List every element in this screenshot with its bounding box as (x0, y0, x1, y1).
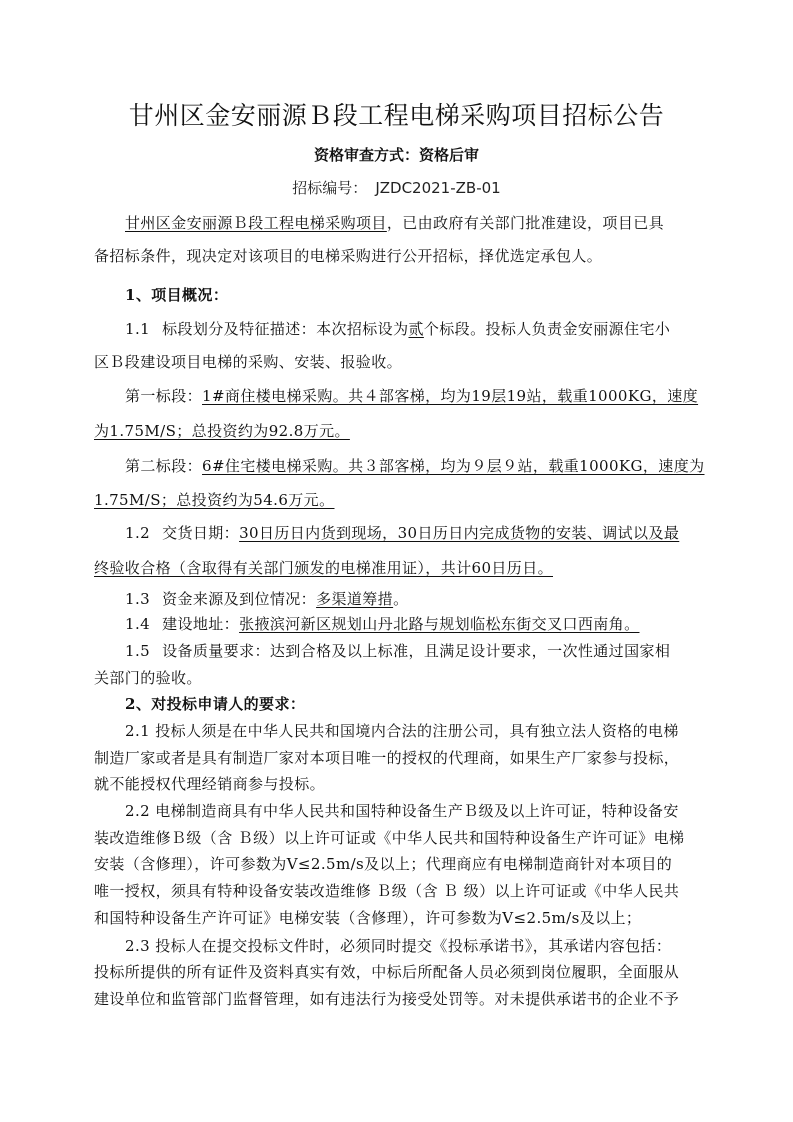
lot-description: 6#住宅楼电梯采购。共３部客梯，均为９层９站，载重1000KG，速度为 (202, 457, 705, 475)
item-1-1-line-2: 区Ｂ段建设项目电梯的采购、安装、报验收。 (94, 353, 403, 371)
intro-line-2: 备招标条件，现决定对该项目的电梯采购进行公开招标，择优选定承包人。 (94, 247, 603, 265)
item-text: 标段划分及特征描述：本次招标设为 (162, 320, 409, 338)
lot-description: 1.75M/S；总投资约为54.6万元。 (94, 491, 335, 509)
item-2-1-line: 制造厂家或者是具有制造厂家对本项目唯一的授权的代理商，如果生产厂家参与投标， (94, 749, 680, 767)
item-2-2-line: 和国特种设备生产许可证》电梯安装（含修理），许可参数为V≤2.5m/s及以上； (94, 909, 642, 927)
lot-description: 1#商住楼电梯采购。共４部客梯，均为19层19站，载重1000KG，速度 (202, 387, 699, 405)
bid-number: JZDC2021-ZB-01 (375, 179, 501, 197)
item-1-3 (125, 588, 714, 609)
lot-1-line-1 (125, 385, 714, 406)
project-name: 甘州区金安丽源Ｂ段工程电梯采购项目 (125, 214, 387, 232)
lot-label: 第二标段： (125, 457, 203, 475)
item-2-1-line: 2.1 投标人须是在中华人民共和国境内合法的注册公司，具有独立法人资格的电梯 (125, 722, 679, 740)
item-1-5-line-2: 关部门的验收。 (94, 669, 202, 687)
item-2-3-line: 投标所提供的所有证件及资料真实有效，中标后所配备人员必须到岗位履职，全面服从 (94, 963, 680, 981)
lot-label: 第一标段： (125, 387, 203, 405)
lot-2-line-1 (125, 455, 714, 476)
section-1-heading: 1、项目概况： (125, 286, 229, 304)
item-number: 1.1 (125, 320, 151, 338)
item-label: 资金来源及到位情况： (162, 590, 317, 608)
item-text: 个标段。投标人负责金安丽源住宅小 (423, 320, 671, 338)
item-number: 1.3 (125, 590, 151, 608)
item-1-5-line-1 (125, 640, 714, 661)
punctuation: 。 (393, 590, 409, 608)
review-method: 资格审查方式：资格后审 (313, 146, 479, 164)
item-2-2-line: 唯一授权，须具有特种设备安装改造维修 Ｂ级（含 Ｂ 级）以上许可证或《中华人民共 (94, 882, 680, 900)
bid-number-line (0, 177, 793, 198)
item-2-2-line: 装改造维修Ｂ级（含 Ｂ级）以上许可证或《中华人民共和国特种设备生产许可证》电梯 (94, 829, 685, 847)
delivery-date: 30日历日内货到现场，30日历日内完成货物的安装、调试以及最 (239, 524, 680, 542)
item-2-3-line: 建设单位和监管部门监督管理，如有违法行为接受处罚等。对未提供承诺书的企业不予 (94, 990, 680, 1008)
item-number: 1.2 (125, 524, 151, 542)
intro-text: ，已由政府有关部门批准建设，项目已具 (386, 214, 665, 232)
item-number: 1.5 (125, 642, 151, 660)
delivery-date: 终验收合格（含取得有关部门颁发的电梯准用证），共计60日历日。 (94, 559, 553, 577)
item-1-1-line-1 (125, 318, 714, 339)
item-2-3-line: 2.3 投标人在提交投标文件时，必须同时提交《投标承诺书》，其承诺内容包括： (125, 937, 672, 955)
intro-line-1 (125, 212, 714, 233)
item-2-2-line: 安装（含修理），许可参数为V≤2.5m/s及以上；代理商应有电梯制造商针对本项目的 (94, 855, 673, 873)
item-label: 建设地址： (162, 615, 240, 633)
funding-source: 多渠道筹措 (316, 590, 394, 608)
item-1-2-line-2 (94, 557, 714, 578)
lot-1-line-2 (94, 420, 714, 441)
lot-description: 为1.75M/S；总投资约为92.8万元。 (94, 422, 350, 440)
item-label: 交货日期： (162, 524, 240, 542)
item-text: 设备质量要求：达到合格及以上标准，且满足设计要求，一次性通过国家相 (162, 642, 671, 660)
document-title: 甘州区金安丽源Ｂ段工程电梯采购项目招标公告 (128, 101, 665, 130)
lot-count: 贰 (408, 320, 424, 338)
item-number: 1.4 (125, 615, 151, 633)
construction-address: 张掖滨河新区规划山丹北路与规划临松东街交叉口西南角。 (239, 615, 640, 633)
section-2-heading: 2、对投标申请人的要求： (125, 695, 306, 713)
bid-number-label: 招标编号： (292, 179, 368, 197)
item-2-1-line: 就不能授权代理经销商参与投标。 (94, 775, 326, 793)
item-1-2-line-1 (125, 522, 714, 543)
lot-2-line-2 (94, 489, 714, 510)
item-1-4 (125, 613, 714, 634)
item-2-2-line: 2.2 电梯制造商具有中华人民共和国特种设备生产Ｂ级及以上许可证，特种设备安 (125, 802, 679, 820)
